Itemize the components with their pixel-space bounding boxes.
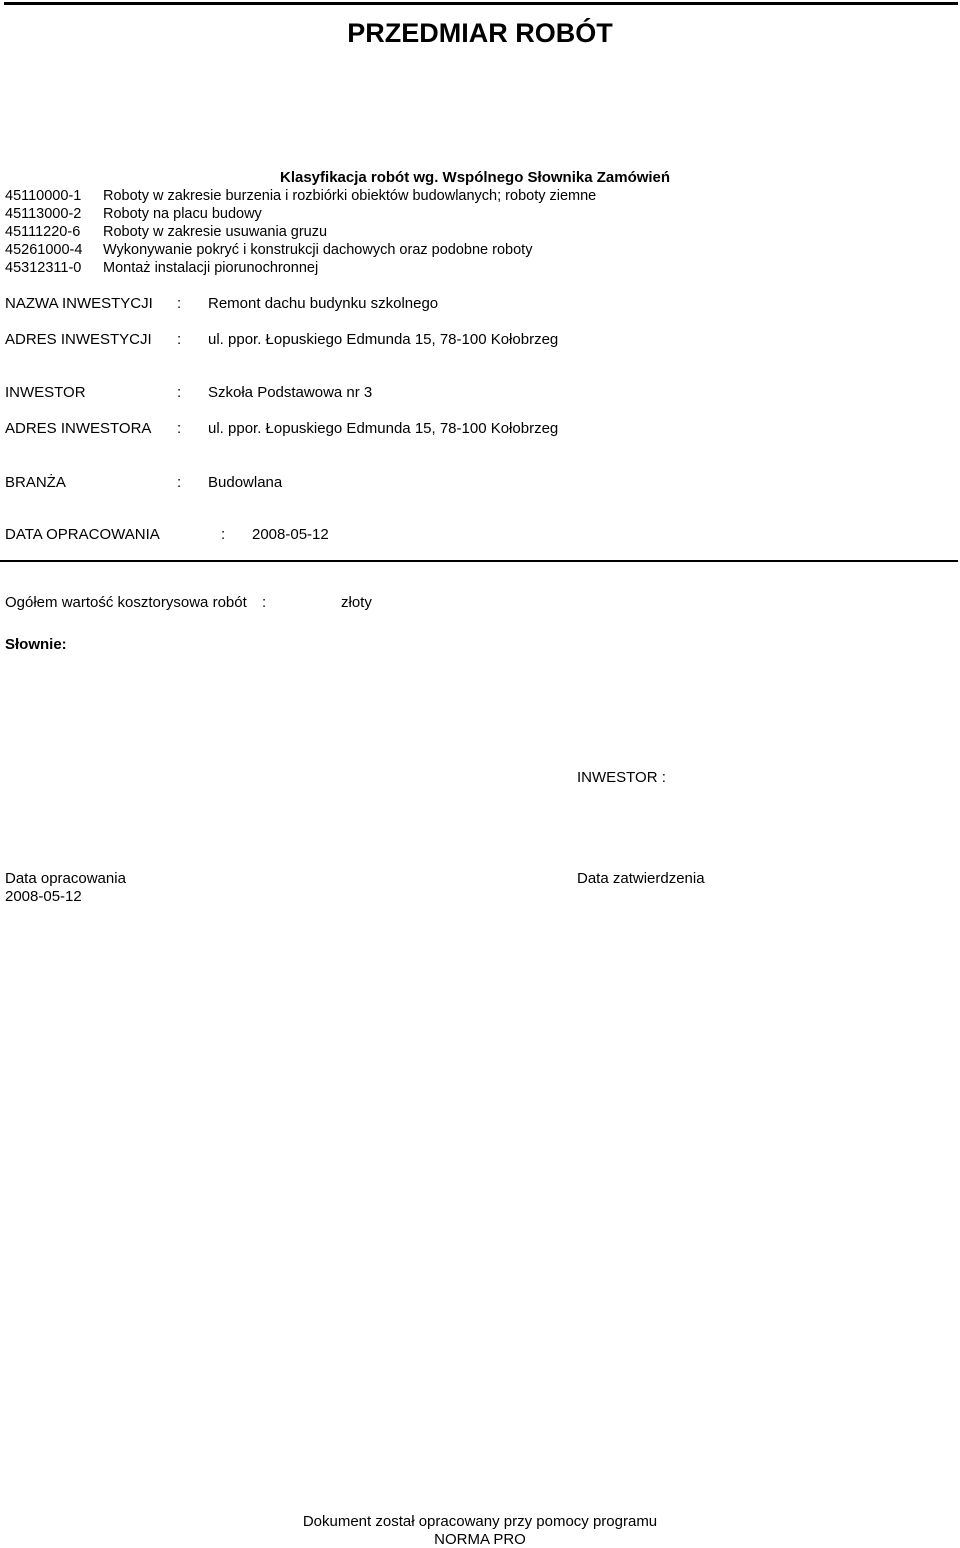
investment-name-label: NAZWA INWESTYCJI bbox=[5, 295, 153, 312]
branch-value: Budowlana bbox=[208, 474, 283, 491]
investment-name-value: Remont dachu budynku szkolnego bbox=[208, 295, 439, 312]
cpv-code: 45110000-1 bbox=[5, 188, 82, 204]
investment-address-value: ul. ppor. Łopuskiego Edmunda 15, 78-100 Kołobrzeg bbox=[208, 331, 559, 348]
cpv-description: Roboty w zakresie usuwania gruzu bbox=[103, 224, 328, 240]
footer-program-name: NORMA PRO bbox=[434, 1531, 526, 1548]
preparation-date-label: DATA OPRACOWANIA bbox=[5, 526, 160, 543]
cpv-description: Montaż instalacji piorunochronnej bbox=[103, 260, 319, 276]
approval-date-label: Data zatwierdzenia bbox=[577, 870, 705, 887]
in-words-label: Słownie: bbox=[5, 636, 67, 653]
investment-address-label: ADRES INWESTYCJI bbox=[5, 331, 152, 348]
top-rule bbox=[4, 2, 958, 5]
cpv-description: Roboty w zakresie burzenia i rozbiórki obiektów budowlanych; roboty ziemne bbox=[103, 188, 597, 204]
branch-label: BRANŻA bbox=[5, 474, 66, 491]
field-separator: : bbox=[177, 331, 182, 348]
field-separator: : bbox=[177, 295, 182, 312]
field-separator: : bbox=[177, 420, 182, 437]
cpv-code: 45113000-2 bbox=[5, 206, 82, 222]
preparation-date-signature-value: 2008-05-12 bbox=[5, 888, 82, 905]
investor-label: INWESTOR bbox=[5, 384, 86, 401]
field-separator: : bbox=[177, 474, 182, 491]
cpv-code: 45111220-6 bbox=[5, 224, 81, 240]
section-divider bbox=[0, 560, 958, 562]
preparation-date-signature-label: Data opracowania bbox=[5, 870, 126, 887]
investor-address-value: ul. ppor. Łopuskiego Edmunda 15, 78-100 Kołobrzeg bbox=[208, 420, 559, 437]
preparation-date-value: 2008-05-12 bbox=[252, 526, 329, 543]
page-title: PRZEDMIAR ROBÓT bbox=[347, 18, 613, 48]
investor-signature-label: INWESTOR : bbox=[577, 769, 666, 786]
field-separator: : bbox=[221, 526, 226, 543]
total-cost-separator: : bbox=[262, 594, 267, 611]
investor-address-label: ADRES INWESTORA bbox=[5, 420, 152, 437]
total-cost-label: Ogółem wartość kosztorysowa robót bbox=[5, 594, 247, 611]
cpv-description: Roboty na placu budowy bbox=[103, 206, 262, 222]
footer-text: Dokument został opracowany przy pomocy programu bbox=[302, 1513, 658, 1530]
total-cost-unit: złoty bbox=[341, 594, 372, 611]
cpv-code: 45261000-4 bbox=[5, 242, 83, 258]
cpv-code: 45312311-0 bbox=[5, 260, 82, 276]
cpv-description: Wykonywanie pokryć i konstrukcji dachowych oraz podobne roboty bbox=[103, 242, 533, 258]
cpv-section-title: Klasyfikacja robót wg. Wspólnego Słownika Zamówień bbox=[280, 169, 671, 186]
field-separator: : bbox=[177, 384, 182, 401]
investor-value: Szkoła Podstawowa nr 3 bbox=[208, 384, 373, 401]
